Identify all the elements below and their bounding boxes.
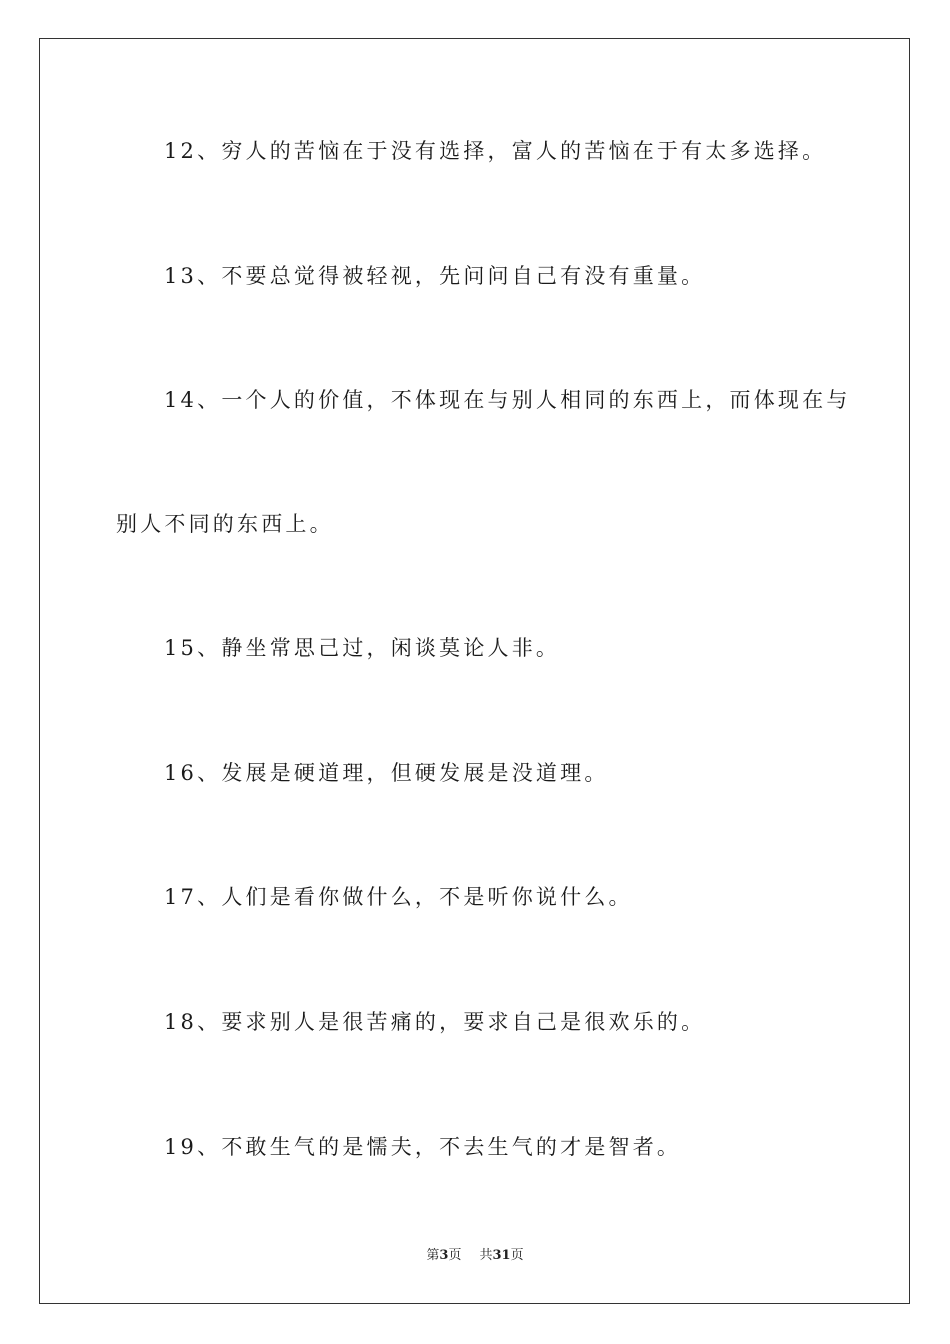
quote-16: 16、发展是硬道理，但硬发展是没道理。 — [164, 761, 609, 785]
page-indicator — [426, 1248, 461, 1263]
total-prefix: 共 — [479, 1248, 493, 1263]
quote-12: 12、穷人的苦恼在于没有选择，富人的苦恼在于有太多选择。 — [164, 139, 827, 163]
quote-15: 15、静坐常思己过，闲谈莫论人非。 — [164, 636, 561, 660]
quote-14-line-2: 别人不同的东西上。 — [116, 512, 334, 536]
total-suffix: 页 — [510, 1248, 524, 1263]
page-number: 3 — [439, 1248, 449, 1263]
page-prefix: 第 — [426, 1248, 440, 1263]
page-suffix: 页 — [448, 1248, 462, 1263]
page-frame — [39, 38, 910, 1304]
quote-17: 17、人们是看你做什么，不是听你说什么。 — [164, 885, 633, 909]
quote-14-line-1: 14、一个人的价值，不体现在与别人相同的东西上，而体现在与 — [164, 388, 851, 412]
page-footer — [0, 1248, 950, 1264]
total-indicator — [479, 1248, 523, 1263]
quote-13: 13、不要总觉得被轻视，先问问自己有没有重量。 — [164, 264, 706, 288]
total-number: 31 — [492, 1248, 511, 1263]
quote-18: 18、要求别人是很苦痛的，要求自己是很欢乐的。 — [164, 1010, 706, 1034]
quote-19: 19、不敢生气的是懦夫，不去生气的才是智者。 — [164, 1135, 682, 1159]
